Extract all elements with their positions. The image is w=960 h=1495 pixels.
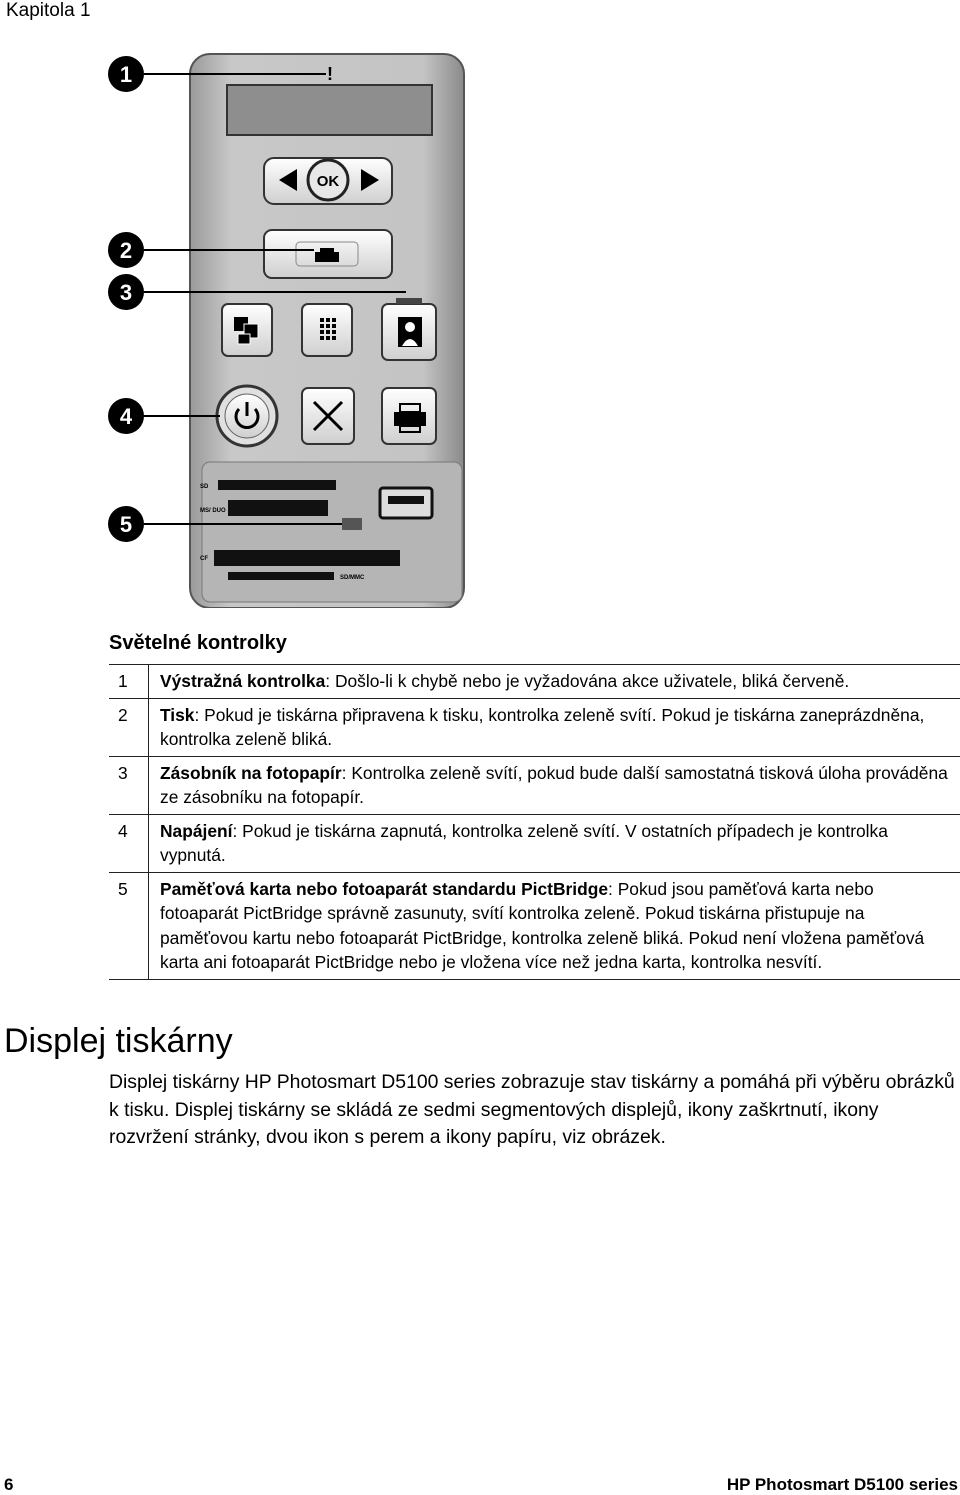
photo-tray-icon	[398, 317, 422, 347]
printer-icon	[315, 252, 339, 262]
slot-label-sd: SD	[200, 484, 209, 490]
lights-table	[109, 664, 960, 980]
light-term: Paměťová karta nebo fotoaparát standardu PictBridge	[160, 879, 608, 899]
alert-light-icon: !	[327, 64, 333, 84]
light-number: 5	[109, 872, 149, 979]
light-number: 1	[109, 665, 149, 699]
light-term: Napájení	[160, 821, 232, 841]
lights-section-title: Světelné kontrolky	[109, 632, 287, 655]
svg-text:3: 3	[120, 280, 132, 305]
light-description	[149, 698, 960, 756]
slot-label-ms: MS/ DUO	[200, 508, 226, 514]
light-row	[109, 698, 960, 756]
light-row	[109, 872, 960, 979]
light-number: 3	[109, 756, 149, 814]
control-panel-illustration	[104, 52, 476, 608]
light-text: : Kontrolka zeleně svítí, pokud bude další samostatná tisková úloha prováděna ze zásobníku na fotopapír.	[160, 763, 948, 808]
svg-text:4: 4	[120, 404, 133, 429]
light-number: 2	[109, 698, 149, 756]
light-row	[109, 665, 960, 699]
light-text: : Pokud jsou paměťová karta nebo fotoaparát PictBridge správně zasunuty, svítí kontrolka zeleně. Pokud tiskárna přistupuje na paměťovou kartu nebo fotoaparát PictBridge, kontrolka zeleně bliká. Pokud není vložena paměťová karta ani fotoaparát PictBridge nebo je vložena více než jedna karta, kontrolka nesvítí.	[160, 879, 924, 973]
light-text: : Pokud je tiskárna připravena k tisku, kontrolka zeleně svítí. Pokud je tiskárna zaneprázdněna, kontrolka zeleně bliká.	[160, 705, 924, 750]
display-paragraph: Displej tiskárny HP Photosmart D5100 series zobrazuje stav tiskárny a pomáhá při výběru obrázků k tisku. Displej tiskárny se skládá ze sedmi segmentových displejů, ikony zaškrtnutí, ikony rozvržení stránky, dvou ikon s perem a ikony papíru, viz obrázek.	[109, 1069, 960, 1152]
ok-label: OK	[317, 173, 340, 190]
light-term: Zásobník na fotopapír	[160, 763, 342, 783]
lcd-display	[227, 85, 432, 135]
svg-text:1: 1	[120, 62, 132, 87]
light-description	[149, 872, 960, 979]
footer-product-name: HP Photosmart D5100 series	[727, 1475, 958, 1495]
light-term: Tisk	[160, 705, 194, 725]
navigation-buttons	[264, 158, 392, 204]
svg-text:2: 2	[120, 238, 132, 263]
slot-label-cf: CF	[200, 556, 208, 562]
light-description	[149, 665, 960, 699]
chapter-label: Kapitola 1	[6, 0, 91, 22]
slot-label-sdmmc: SD/MMC	[340, 575, 365, 581]
display-heading: Displej tiskárny	[4, 1022, 233, 1061]
page-number: 6	[4, 1475, 13, 1495]
light-number: 4	[109, 814, 149, 872]
light-row	[109, 756, 960, 814]
power-row	[217, 386, 436, 446]
light-text: : Došlo-li k chybě nebo je vyžadována akce uživatele, bliká červeně.	[325, 671, 849, 691]
light-description	[149, 756, 960, 814]
print-button	[264, 230, 392, 278]
svg-text:5: 5	[120, 512, 132, 537]
card-light	[342, 518, 362, 530]
mode-buttons-row	[222, 298, 436, 360]
light-term: Výstražná kontrolka	[160, 671, 325, 691]
light-description	[149, 814, 960, 872]
light-row	[109, 814, 960, 872]
light-text: : Pokud je tiskárna zapnutá, kontrolka zeleně svítí. V ostatních případech je kontrolka vypnutá.	[160, 821, 888, 866]
